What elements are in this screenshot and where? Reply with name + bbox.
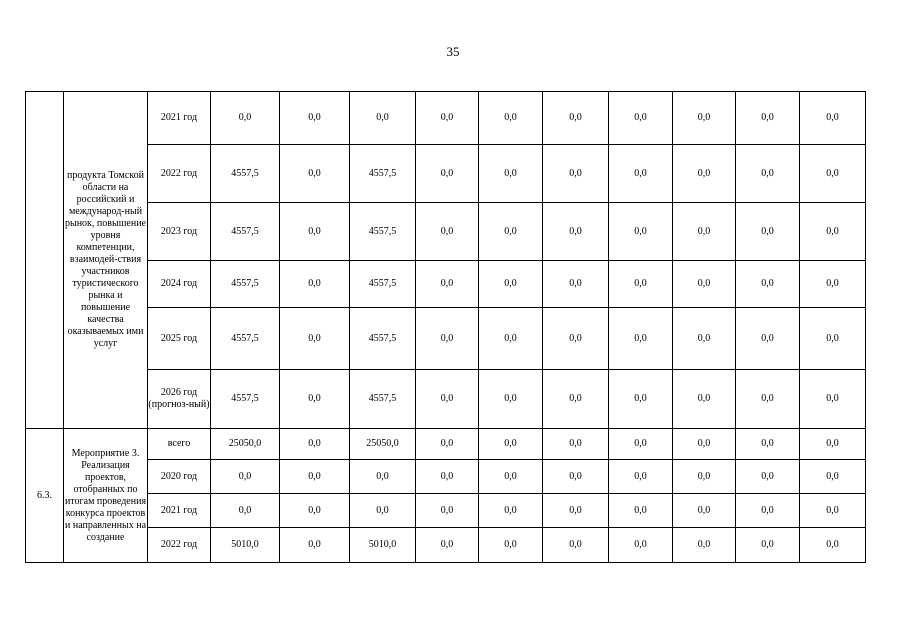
description-cell: Мероприятие 3. Реализация проектов, отобранных по итогам проведения конкурса проектов и направленных на создание (64, 429, 148, 563)
value-cell: 0,0 (350, 92, 416, 145)
value-cell: 0,0 (609, 370, 673, 429)
value-cell: 0,0 (673, 528, 736, 563)
value-cell: 0,0 (736, 145, 800, 203)
value-cell: 0,0 (800, 145, 866, 203)
year-cell: всего (148, 429, 211, 460)
value-cell: 0,0 (280, 145, 350, 203)
value-cell: 0,0 (479, 460, 543, 494)
value-cell: 0,0 (800, 429, 866, 460)
value-cell: 0,0 (673, 494, 736, 528)
value-cell: 4557,5 (350, 145, 416, 203)
table-row (26, 429, 866, 460)
value-cell: 0,0 (416, 261, 479, 308)
value-cell: 0,0 (673, 429, 736, 460)
value-cell: 0,0 (609, 429, 673, 460)
table-row (26, 145, 866, 203)
value-cell: 0,0 (479, 261, 543, 308)
value-cell: 0,0 (416, 145, 479, 203)
value-cell: 0,0 (609, 528, 673, 563)
value-cell: 0,0 (280, 460, 350, 494)
value-cell: 0,0 (543, 308, 609, 370)
year-cell: 2022 год (148, 145, 211, 203)
page-number: 35 (446, 44, 460, 59)
value-cell: 5010,0 (211, 528, 280, 563)
value-cell: 0,0 (800, 261, 866, 308)
value-cell: 0,0 (673, 145, 736, 203)
value-cell: 0,0 (280, 370, 350, 429)
value-cell: 0,0 (416, 494, 479, 528)
value-cell: 0,0 (609, 308, 673, 370)
value-cell: 25050,0 (211, 429, 280, 460)
value-cell: 4557,5 (350, 308, 416, 370)
value-cell: 0,0 (479, 203, 543, 261)
value-cell: 4557,5 (211, 203, 280, 261)
year-cell: 2020 год (148, 460, 211, 494)
value-cell: 4557,5 (211, 145, 280, 203)
value-cell: 0,0 (479, 308, 543, 370)
value-cell: 0,0 (350, 494, 416, 528)
row-number-cell: 6.3. (26, 429, 64, 563)
table-row (26, 370, 866, 429)
value-cell: 0,0 (673, 92, 736, 145)
value-cell: 0,0 (280, 261, 350, 308)
value-cell: 0,0 (416, 429, 479, 460)
year-cell: 2025 год (148, 308, 211, 370)
value-cell: 0,0 (800, 92, 866, 145)
value-cell: 0,0 (211, 92, 280, 145)
value-cell: 0,0 (479, 528, 543, 563)
year-cell: 2022 год (148, 528, 211, 563)
value-cell: 0,0 (479, 494, 543, 528)
value-cell: 0,0 (673, 203, 736, 261)
value-cell: 5010,0 (350, 528, 416, 563)
table-row (26, 308, 866, 370)
value-cell: 0,0 (543, 92, 609, 145)
value-cell: 0,0 (280, 528, 350, 563)
value-cell: 25050,0 (350, 429, 416, 460)
value-cell: 0,0 (800, 494, 866, 528)
value-cell: 0,0 (609, 460, 673, 494)
value-cell: 0,0 (416, 203, 479, 261)
value-cell: 0,0 (800, 460, 866, 494)
value-cell: 0,0 (479, 145, 543, 203)
value-cell: 0,0 (479, 92, 543, 145)
table-row (26, 528, 866, 563)
table-row (26, 460, 866, 494)
value-cell: 0,0 (543, 528, 609, 563)
table-row (26, 203, 866, 261)
value-cell: 0,0 (350, 460, 416, 494)
value-cell: 0,0 (416, 460, 479, 494)
year-cell: 2026 год (прогноз-ный) (148, 370, 211, 429)
value-cell: 0,0 (673, 460, 736, 494)
table-row (26, 494, 866, 528)
year-cell: 2021 год (148, 92, 211, 145)
value-cell: 0,0 (736, 429, 800, 460)
year-cell: 2024 год (148, 261, 211, 308)
value-cell: 0,0 (416, 370, 479, 429)
value-cell: 0,0 (479, 429, 543, 460)
value-cell: 0,0 (543, 145, 609, 203)
year-cell: 2023 год (148, 203, 211, 261)
value-cell: 0,0 (479, 370, 543, 429)
value-cell: 0,0 (736, 92, 800, 145)
value-cell: 0,0 (543, 370, 609, 429)
value-cell: 0,0 (543, 261, 609, 308)
value-cell: 0,0 (280, 494, 350, 528)
value-cell: 0,0 (609, 494, 673, 528)
value-cell: 0,0 (736, 203, 800, 261)
value-cell: 0,0 (416, 528, 479, 563)
row-number-cell (26, 92, 64, 429)
table-row (26, 92, 866, 145)
table-body (26, 92, 866, 563)
table-row (26, 261, 866, 308)
value-cell: 0,0 (736, 308, 800, 370)
value-cell: 4557,5 (211, 308, 280, 370)
value-cell: 0,0 (800, 308, 866, 370)
value-cell: 0,0 (800, 370, 866, 429)
value-cell: 0,0 (736, 460, 800, 494)
value-cell: 0,0 (609, 92, 673, 145)
value-cell: 0,0 (609, 261, 673, 308)
value-cell: 0,0 (736, 528, 800, 563)
value-cell: 0,0 (673, 370, 736, 429)
value-cell: 0,0 (673, 261, 736, 308)
value-cell: 0,0 (280, 429, 350, 460)
value-cell: 0,0 (736, 261, 800, 308)
value-cell: 4557,5 (211, 370, 280, 429)
value-cell: 0,0 (800, 528, 866, 563)
year-cell: 2021 год (148, 494, 211, 528)
budget-table (25, 91, 866, 563)
value-cell: 4557,5 (350, 370, 416, 429)
value-cell: 4557,5 (350, 261, 416, 308)
description-cell: продукта Томской области на российский и международ-ный рынок, повышение уровня компетенции, взаимодей-ствия участников туристического рынка и повышение качества оказываемых ими услуг (64, 92, 148, 429)
value-cell: 0,0 (609, 203, 673, 261)
value-cell: 0,0 (416, 308, 479, 370)
value-cell: 0,0 (736, 494, 800, 528)
value-cell: 4557,5 (211, 261, 280, 308)
value-cell: 0,0 (543, 203, 609, 261)
value-cell: 0,0 (211, 460, 280, 494)
value-cell: 4557,5 (350, 203, 416, 261)
value-cell: 0,0 (280, 203, 350, 261)
value-cell: 0,0 (543, 460, 609, 494)
value-cell: 0,0 (416, 92, 479, 145)
value-cell: 0,0 (543, 494, 609, 528)
value-cell: 0,0 (211, 494, 280, 528)
value-cell: 0,0 (673, 308, 736, 370)
value-cell: 0,0 (736, 370, 800, 429)
value-cell: 0,0 (800, 203, 866, 261)
value-cell: 0,0 (543, 429, 609, 460)
value-cell: 0,0 (280, 308, 350, 370)
value-cell: 0,0 (280, 92, 350, 145)
value-cell: 0,0 (609, 145, 673, 203)
